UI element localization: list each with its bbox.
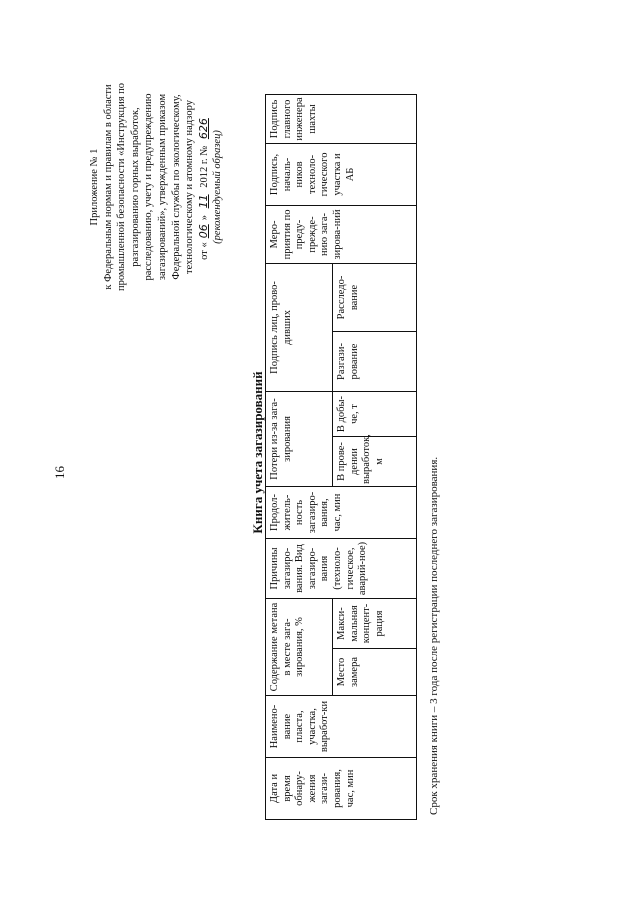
- header-reasons: Причины загазиро-вания. Вид загазиро-вания (техноло-гическое, аварий-ное): [266, 539, 417, 599]
- page-number: 16: [52, 466, 67, 479]
- appendix-line: Федеральной службы по экологическому,: [170, 94, 182, 280]
- handwritten-month: 11: [196, 194, 210, 209]
- header-duration: Продол-житель-ность загазиро-вания, час, мин: [266, 487, 417, 539]
- header-name: Наимено-вание пласта, участка, выработ-ки: [266, 696, 417, 758]
- header-losses: Потери из-за зага-зирования: [266, 391, 333, 486]
- header-methane: Содержание метана в месте зага-зирования, %: [266, 599, 333, 696]
- date-prefix: от «: [198, 242, 210, 260]
- subheader-degassing: Разгази-рование: [333, 331, 417, 391]
- subheader-max: Макси-мальная концент-рация: [333, 599, 417, 649]
- date-day-close: »: [198, 215, 210, 221]
- header-sign-head: Подпись, началь-ников техноло-гического участка и АБ: [266, 143, 417, 205]
- subheader-place: Место замера: [333, 649, 417, 696]
- subheader-workings: В прове-дении выработок, м: [333, 437, 417, 487]
- appendix-line: разгазированию горных выработок,: [129, 107, 141, 267]
- header-date: Дата и время обнару-жения загази-рования, час, мин: [266, 758, 417, 820]
- subheader-mining: В добы-че, т: [333, 391, 417, 436]
- appendix-line: промышленной безопасности «Инструкция по: [116, 82, 128, 292]
- recommended-sample: (рекомендуемый образец): [212, 130, 224, 244]
- table-header-row: [266, 94, 333, 819]
- register-table: [265, 94, 417, 820]
- date-year: 2012 г. №: [198, 145, 210, 188]
- handwritten-number: 626: [196, 118, 210, 140]
- appendix-line: расследованию, учету и предупреждению: [143, 93, 155, 281]
- storage-note: Срок хранения книги – 3 года после регистрации последнего загазирования.: [428, 456, 440, 815]
- header-signatures: Подпись лиц, прово-дивших: [266, 263, 333, 391]
- appendix-line: к Федеральным нормам и правилам в области: [102, 84, 114, 290]
- appendix-line: загазирований», утвержденным приказом: [156, 93, 168, 281]
- appendix-title: Приложение № 1: [89, 148, 100, 226]
- header-measures: Меро-приятия по преду-прежде-нию зага-зирова-ний: [266, 205, 417, 263]
- appendix-block: [88, 17, 225, 357]
- appendix-line: технологическому и атомному надзору: [184, 100, 196, 274]
- handwritten-day: 06: [196, 224, 210, 239]
- document-title: Книга учета загазирований: [250, 371, 265, 534]
- subheader-investigation: Расследо-вание: [333, 263, 417, 331]
- header-sign-engineer: Подпись главного инженера шахты: [266, 94, 417, 143]
- appendix-date-line: [197, 17, 212, 357]
